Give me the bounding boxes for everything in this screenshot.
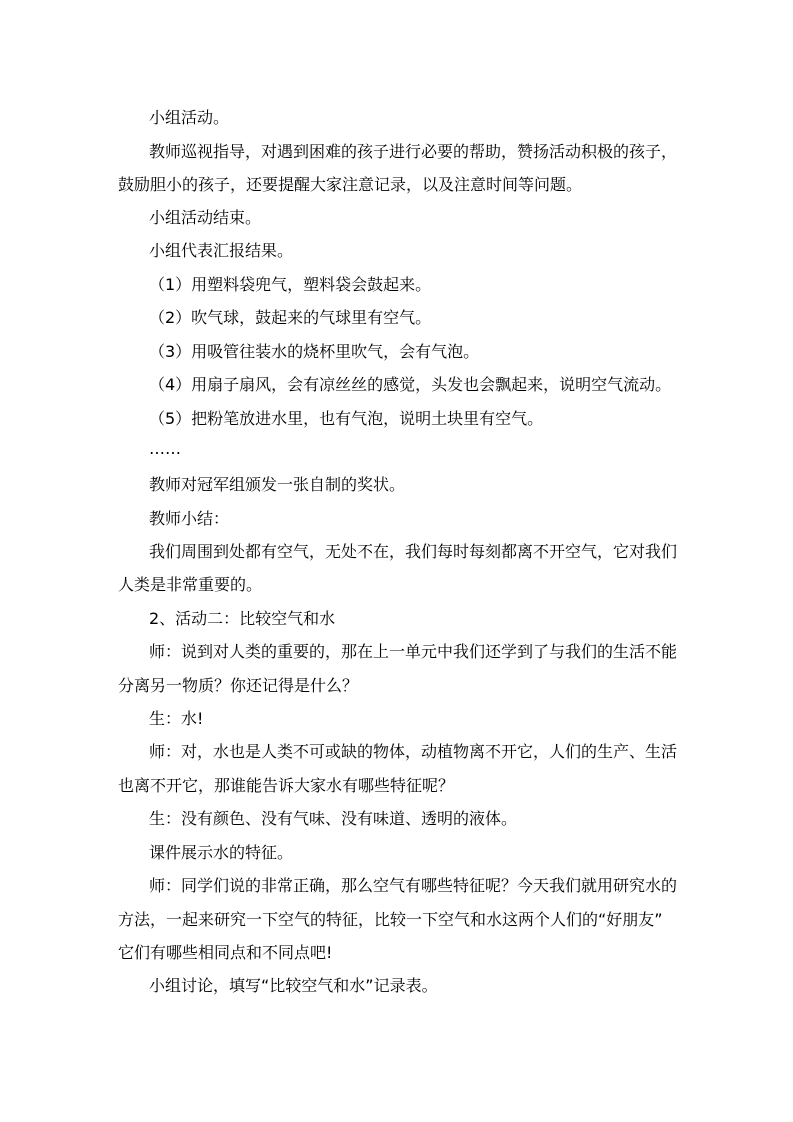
paragraph-line: 课件展示水的特征。 [149,843,294,862]
list-item: （2）吹气球，鼓起来的气球里有空气。 [149,308,432,327]
paragraph-line: 小组活动结束。 [149,208,262,227]
paragraph-line: 师：同学们说的非常正确，那么空气有哪些特征呢？今天我们就用研究水的 [149,876,678,895]
paragraph-line: 师：说到对人类的重要的，那在上一单元中我们还学到了与我们的生活不能 [149,642,678,661]
list-item: （5）把粉笔放进水里，也有气泡，说明土块里有空气。 [149,409,544,428]
paragraph-line: 鼓励胆小的孩子，还要提醒大家注意记录，以及注意时间等问题。 [118,175,583,194]
paragraph-line: 师：对，水也是人类不可或缺的物体，动植物离不开它，人们的生产、生活 [149,742,678,761]
list-item: （4）用扇子扇风，会有凉丝丝的感觉，头发也会飘起来，说明空气流动。 [149,375,672,394]
paragraph-line: 它们有哪些相同点和不同点吧! [118,943,333,962]
list-item: （1）用塑料袋兜气，塑料袋会鼓起来。 [149,275,432,294]
paragraph-line: 方法，一起来研究一下空气的特征，比较一下空气和水这两个人们的“好朋友” [118,910,663,929]
paragraph-line: 教师对冠军组颁发一张自制的奖状。 [149,475,406,494]
paragraph-line: 小组讨论，填写“比较空气和水”记录表。 [149,976,438,995]
paragraph-line: 小组活动。 [149,108,230,127]
section-heading: 2、活动二：比较空气和水 [149,609,336,628]
ellipsis-line: …… [149,439,181,458]
paragraph-line: 分离另一物质？你还记得是什么？ [118,676,359,695]
paragraph-line: 小组代表汇报结果。 [149,241,294,260]
list-item: （3）用吸管往装水的烧杯里吹气，会有气泡。 [149,342,480,361]
paragraph-line: 人类是非常重要的。 [118,575,263,594]
paragraph-line: 生：没有颜色、没有气味、没有味道、透明的液体。 [149,809,518,828]
paragraph-line: 教师巡视指导，对遇到困难的孩子进行必要的帮助，赞扬活动积极的孩子， [149,142,678,161]
paragraph-line: 教师小结： [149,509,230,528]
paragraph-line: 也离不开它，那谁能告诉大家水有哪些特征呢？ [118,776,455,795]
paragraph-line: 我们周围到处都有空气，无处不在，我们每时每刻都离不开空气，它对我们 [149,542,678,561]
paragraph-line: 生：水! [149,709,204,728]
